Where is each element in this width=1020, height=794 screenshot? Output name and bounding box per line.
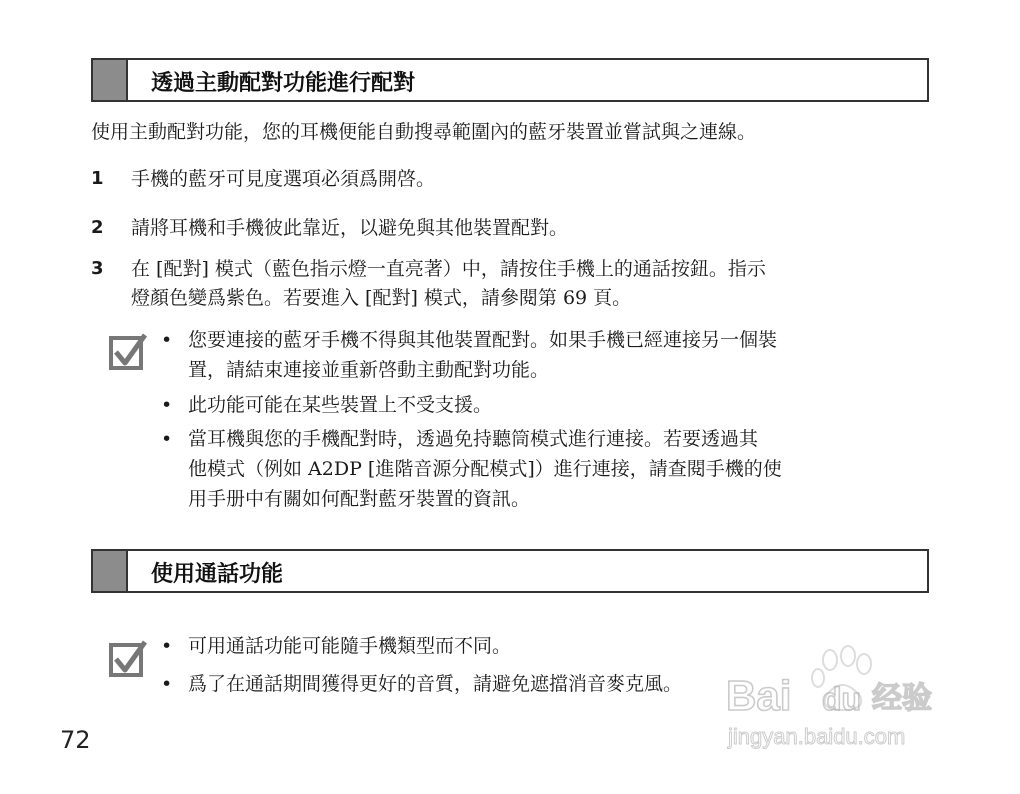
section-title: 透過主動配對功能進行配對	[151, 71, 416, 96]
section-header-call	[91, 549, 929, 593]
note-text-line-1: 可用通話功能可能隨手機類型而不同。	[188, 635, 512, 657]
note-text-line-2: 他模式（例如 A2DP [進階音源分配模式]）進行連接，請查閱手機的使	[188, 458, 782, 480]
section-header-tab	[93, 60, 128, 100]
note-text-line-2: 置，請結束連接並重新啓動主動配對功能。	[188, 359, 550, 381]
note-text-line-1: 您要連接的藍牙手機不得與其他裝置配對。如果手機已經連接另一個裝	[188, 329, 778, 351]
checkmark-note-icon	[108, 639, 148, 679]
section-header-tab	[93, 551, 128, 591]
watermark-cn: 经验	[872, 681, 932, 716]
note-text-line-3: 用手册中有關如何配對藍牙裝置的資訊。	[188, 488, 531, 510]
step-number: 2	[91, 217, 104, 238]
step-text-line-2: 燈顏色變爲紫色。若要進入 [配對] 模式，請參閱第 69 頁。	[131, 287, 632, 309]
watermark-url: jingyan.baidu.com	[728, 724, 906, 749]
step-number: 1	[91, 168, 104, 189]
section-title: 使用通話功能	[151, 562, 284, 587]
section-header-pairing	[91, 58, 929, 102]
watermark-brand-2: du	[822, 681, 862, 717]
bullet-dot: •	[161, 428, 173, 450]
note-text-line-1: 當耳機與您的手機配對時，透過免持聽筒模式進行連接。若要透過其	[188, 428, 759, 450]
note-text-line-1: 此功能可能在某些裝置上不受支援。	[188, 394, 493, 416]
bullet-dot: •	[161, 673, 173, 695]
intro-paragraph: 使用主動配對功能，您的耳機便能自動搜尋範圍內的藍牙裝置並嘗試與之連線。	[91, 121, 757, 143]
bullet-dot: •	[161, 635, 173, 657]
bullet-dot: •	[161, 394, 173, 416]
baidu-watermark-logo	[722, 640, 962, 760]
step-text: 請將耳機和手機彼此靠近，以避免與其他裝置配對。	[131, 217, 569, 239]
watermark-brand: Bai	[726, 672, 792, 719]
checkmark-note-icon	[108, 332, 148, 372]
page-number: 72	[60, 726, 91, 754]
step-number: 3	[91, 258, 104, 279]
bullet-dot: •	[161, 329, 173, 351]
step-text-line-1: 在 [配對] 模式（藍色指示燈一直亮著）中，請按住手機上的通話按鈕。指示	[131, 258, 766, 280]
note-text-line-1: 爲了在通話期間獲得更好的音質，請避免遮擋消音麥克風。	[188, 673, 683, 695]
step-text: 手機的藍牙可見度選項必須爲開啓。	[131, 168, 436, 190]
